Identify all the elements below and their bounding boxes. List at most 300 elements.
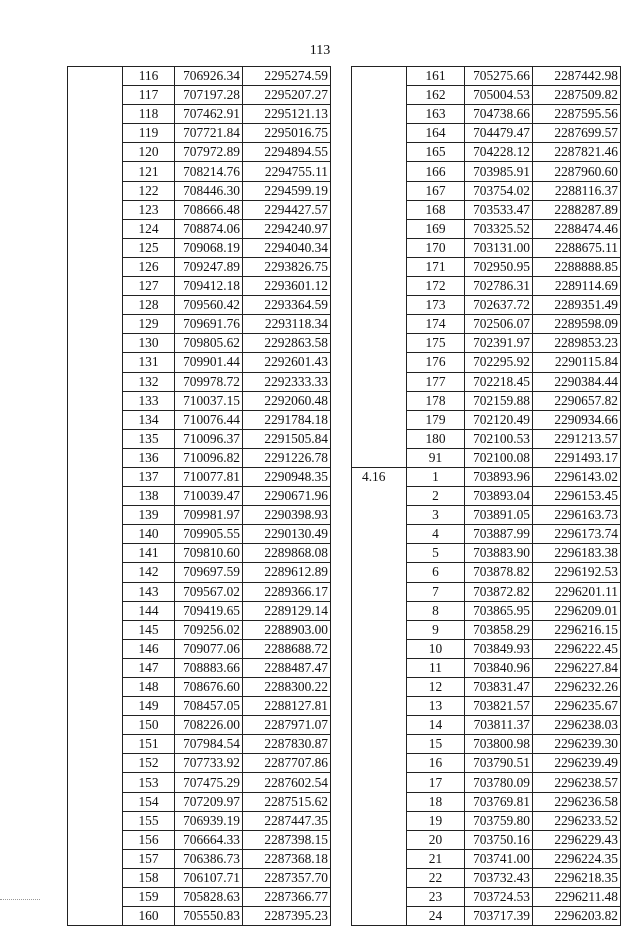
point-number-cell: 125 [123,238,175,257]
table-row [68,143,331,162]
table-row [68,372,331,391]
x-coordinate-cell: 709560.42 [175,296,243,315]
y-coordinate-cell: 2289366.17 [243,582,331,601]
section-label-cell [352,105,407,124]
x-coordinate-cell: 707972.89 [175,143,243,162]
x-coordinate-cell: 703780.09 [465,773,533,792]
point-number-cell: 10 [407,639,465,658]
y-coordinate-cell: 2295207.27 [243,86,331,105]
table-row [68,296,331,315]
section-label-cell [352,410,407,429]
point-number-cell: 145 [123,620,175,639]
y-coordinate-cell: 2288888.85 [533,257,621,276]
section-label-cell [352,124,407,143]
section-label-cell [68,544,123,563]
y-coordinate-cell: 2290671.96 [243,487,331,506]
point-number-cell: 172 [407,277,465,296]
section-label-cell [68,181,123,200]
y-coordinate-cell: 2287509.82 [533,86,621,105]
section-label-cell [68,620,123,639]
section-label-cell [68,467,123,486]
point-number-cell: 173 [407,296,465,315]
x-coordinate-cell: 703883.90 [465,544,533,563]
table-row [352,334,621,353]
section-label-cell [68,296,123,315]
point-number-cell: 119 [123,124,175,143]
table-row [352,620,621,639]
x-coordinate-cell: 703840.96 [465,658,533,677]
point-number-cell: 91 [407,448,465,467]
y-coordinate-cell: 2289114.69 [533,277,621,296]
y-coordinate-cell: 2295274.59 [243,67,331,86]
x-coordinate-cell: 703811.37 [465,716,533,735]
point-number-cell: 152 [123,754,175,773]
x-coordinate-cell: 703131.00 [465,238,533,257]
section-label-cell [352,868,407,887]
x-coordinate-cell: 705004.53 [465,86,533,105]
y-coordinate-cell: 2288487.47 [243,658,331,677]
x-coordinate-cell: 702100.53 [465,429,533,448]
table-row [352,868,621,887]
table-row [352,754,621,773]
section-label-cell [352,162,407,181]
point-number-cell: 8 [407,601,465,620]
x-coordinate-cell: 710037.15 [175,391,243,410]
section-label-cell [68,849,123,868]
point-number-cell: 156 [123,830,175,849]
table-row [352,124,621,143]
y-coordinate-cell: 2288903.00 [243,620,331,639]
table-row [68,162,331,181]
point-number-cell: 154 [123,792,175,811]
table-row [352,410,621,429]
x-coordinate-cell: 705550.83 [175,907,243,926]
x-coordinate-cell: 704479.47 [465,124,533,143]
point-number-cell: 151 [123,735,175,754]
y-coordinate-cell: 2296238.03 [533,716,621,735]
x-coordinate-cell: 703878.82 [465,563,533,582]
y-coordinate-cell: 2291505.84 [243,429,331,448]
point-number-cell: 155 [123,811,175,830]
point-number-cell: 121 [123,162,175,181]
table-row [68,697,331,716]
section-label-cell [352,563,407,582]
section-label-cell [352,238,407,257]
x-coordinate-cell: 709901.44 [175,353,243,372]
point-number-cell: 131 [123,353,175,372]
x-coordinate-cell: 703750.16 [465,830,533,849]
section-label-cell [352,391,407,410]
table-row [68,601,331,620]
x-coordinate-cell: 709697.59 [175,563,243,582]
x-coordinate-cell: 709691.76 [175,315,243,334]
x-coordinate-cell: 702637.72 [465,296,533,315]
x-coordinate-cell: 710096.37 [175,429,243,448]
section-label-cell [352,773,407,792]
y-coordinate-cell: 2287699.57 [533,124,621,143]
point-number-cell: 18 [407,792,465,811]
y-coordinate-cell: 2296218.35 [533,868,621,887]
x-coordinate-cell: 703887.99 [465,525,533,544]
y-coordinate-cell: 2288688.72 [243,639,331,658]
x-coordinate-cell: 706386.73 [175,849,243,868]
point-number-cell: 1 [407,467,465,486]
y-coordinate-cell: 2296201.11 [533,582,621,601]
x-coordinate-cell: 706107.71 [175,868,243,887]
table-row [352,830,621,849]
section-label-cell [68,639,123,658]
x-coordinate-cell: 710039.47 [175,487,243,506]
table-row [68,868,331,887]
section-label-cell [68,582,123,601]
table-row [68,353,331,372]
section-label-cell [68,334,123,353]
y-coordinate-cell: 2287515.62 [243,792,331,811]
y-coordinate-cell: 2294427.57 [243,200,331,219]
x-coordinate-cell: 709905.55 [175,525,243,544]
y-coordinate-cell: 2295016.75 [243,124,331,143]
y-coordinate-cell: 2289853.23 [533,334,621,353]
x-coordinate-cell: 710076.44 [175,410,243,429]
table-row [352,162,621,181]
section-label-cell [352,830,407,849]
table-row [352,487,621,506]
x-coordinate-cell: 703893.04 [465,487,533,506]
section-label-cell [352,582,407,601]
point-number-cell: 7 [407,582,465,601]
table-row [68,487,331,506]
table-row [352,639,621,658]
section-label-cell [352,525,407,544]
section-label-cell [352,907,407,926]
table-row [68,467,331,486]
section-label-cell [68,448,123,467]
table-row [352,467,621,486]
x-coordinate-cell: 709978.72 [175,372,243,391]
point-number-cell: 169 [407,219,465,238]
point-number-cell: 11 [407,658,465,677]
section-label-cell [68,678,123,697]
table-row [352,143,621,162]
table-row [68,86,331,105]
section-label-cell [352,811,407,830]
y-coordinate-cell: 2287366.77 [243,888,331,907]
section-label-cell [68,792,123,811]
section-label-cell [68,907,123,926]
table-row [68,429,331,448]
table-row [352,257,621,276]
y-coordinate-cell: 2287830.87 [243,735,331,754]
point-number-cell: 137 [123,467,175,486]
x-coordinate-cell: 702159.88 [465,391,533,410]
point-number-cell: 123 [123,200,175,219]
section-label-cell [352,296,407,315]
point-number-cell: 138 [123,487,175,506]
y-coordinate-cell: 2290657.82 [533,391,621,410]
y-coordinate-cell: 2293826.75 [243,257,331,276]
section-label-cell [352,716,407,735]
y-coordinate-cell: 2290115.84 [533,353,621,372]
table-row [352,792,621,811]
section-label-cell [352,678,407,697]
section-label-cell [68,200,123,219]
point-number-cell: 180 [407,429,465,448]
x-coordinate-cell: 703858.29 [465,620,533,639]
y-coordinate-cell: 2290398.93 [243,506,331,525]
y-coordinate-cell: 2296173.74 [533,525,621,544]
y-coordinate-cell: 2293601.12 [243,277,331,296]
point-number-cell: 149 [123,697,175,716]
table-row [352,448,621,467]
table-row [352,429,621,448]
section-label-cell [352,219,407,238]
y-coordinate-cell: 2294755.11 [243,162,331,181]
y-coordinate-cell: 2295121.13 [243,105,331,124]
y-coordinate-cell: 2289612.89 [243,563,331,582]
section-label-cell [68,487,123,506]
table-row [68,811,331,830]
y-coordinate-cell: 2292863.58 [243,334,331,353]
point-number-cell: 5 [407,544,465,563]
section-label-cell [68,773,123,792]
y-coordinate-cell: 2294894.55 [243,143,331,162]
x-coordinate-cell: 708457.05 [175,697,243,716]
y-coordinate-cell: 2288287.89 [533,200,621,219]
section-label-cell [352,257,407,276]
table-row [68,716,331,735]
x-coordinate-cell: 708214.76 [175,162,243,181]
x-coordinate-cell: 709810.60 [175,544,243,563]
table-row [352,238,621,257]
y-coordinate-cell: 2287368.18 [243,849,331,868]
y-coordinate-cell: 2287447.35 [243,811,331,830]
x-coordinate-cell: 708874.06 [175,219,243,238]
section-label-cell [352,888,407,907]
x-coordinate-cell: 702506.07 [465,315,533,334]
y-coordinate-cell: 2296143.02 [533,467,621,486]
section-label-cell [68,105,123,124]
table-row [352,544,621,563]
point-number-cell: 162 [407,86,465,105]
table-row [68,639,331,658]
point-number-cell: 148 [123,678,175,697]
table-row [68,238,331,257]
table-row [352,773,621,792]
x-coordinate-cell: 702218.45 [465,372,533,391]
section-label-cell [68,315,123,334]
point-number-cell: 128 [123,296,175,315]
section-label-cell [352,67,407,86]
table-row [68,792,331,811]
y-coordinate-cell: 2291493.17 [533,448,621,467]
table-row [68,888,331,907]
table-row [68,849,331,868]
y-coordinate-cell: 2291226.78 [243,448,331,467]
y-coordinate-cell: 2296224.35 [533,849,621,868]
point-number-cell: 135 [123,429,175,448]
point-number-cell: 160 [123,907,175,926]
y-coordinate-cell: 2296222.45 [533,639,621,658]
y-coordinate-cell: 2296232.26 [533,678,621,697]
section-label-cell [68,410,123,429]
point-number-cell: 124 [123,219,175,238]
point-number-cell: 178 [407,391,465,410]
table-row [68,200,331,219]
table-row [68,181,331,200]
y-coordinate-cell: 2294240.97 [243,219,331,238]
table-row [68,391,331,410]
point-number-cell: 19 [407,811,465,830]
section-label-cell [68,754,123,773]
point-number-cell: 3 [407,506,465,525]
point-number-cell: 16 [407,754,465,773]
y-coordinate-cell: 2296163.73 [533,506,621,525]
y-coordinate-cell: 2296203.82 [533,907,621,926]
x-coordinate-cell: 707197.28 [175,86,243,105]
y-coordinate-cell: 2287707.86 [243,754,331,773]
section-label-cell [68,353,123,372]
point-number-cell: 130 [123,334,175,353]
point-number-cell: 163 [407,105,465,124]
x-coordinate-cell: 708446.30 [175,181,243,200]
section-label-cell [68,429,123,448]
table-row [68,754,331,773]
point-number-cell: 161 [407,67,465,86]
x-coordinate-cell: 707462.91 [175,105,243,124]
point-number-cell: 133 [123,391,175,410]
section-label-cell: 4.16 [352,467,407,486]
x-coordinate-cell: 707984.54 [175,735,243,754]
section-label-cell [68,143,123,162]
x-coordinate-cell: 704738.66 [465,105,533,124]
table-row [68,658,331,677]
x-coordinate-cell: 703985.91 [465,162,533,181]
x-coordinate-cell: 710096.82 [175,448,243,467]
page-number: 113 [309,43,331,58]
section-label-cell [68,716,123,735]
x-coordinate-cell: 703893.96 [465,467,533,486]
table-row [352,888,621,907]
point-number-cell: 179 [407,410,465,429]
section-label-cell [352,792,407,811]
table-row [68,620,331,639]
x-coordinate-cell: 708883.66 [175,658,243,677]
x-coordinate-cell: 703800.98 [465,735,533,754]
section-label-cell [68,86,123,105]
section-label-cell [352,86,407,105]
x-coordinate-cell: 705828.63 [175,888,243,907]
section-label-cell [352,506,407,525]
section-label-cell [352,277,407,296]
x-coordinate-cell: 707721.84 [175,124,243,143]
table-row [68,257,331,276]
section-label-cell [352,181,407,200]
y-coordinate-cell: 2296209.01 [533,601,621,620]
table-row [352,697,621,716]
y-coordinate-cell: 2293118.34 [243,315,331,334]
y-coordinate-cell: 2296235.67 [533,697,621,716]
section-label-cell [352,487,407,506]
x-coordinate-cell: 709805.62 [175,334,243,353]
y-coordinate-cell: 2290130.49 [243,525,331,544]
x-coordinate-cell: 702120.49 [465,410,533,429]
y-coordinate-cell: 2288116.37 [533,181,621,200]
point-number-cell: 6 [407,563,465,582]
x-coordinate-cell: 702950.95 [465,257,533,276]
y-coordinate-cell: 2287960.60 [533,162,621,181]
point-number-cell: 170 [407,238,465,257]
point-number-cell: 118 [123,105,175,124]
section-label-cell [68,162,123,181]
table-row [352,658,621,677]
y-coordinate-cell: 2287821.46 [533,143,621,162]
y-coordinate-cell: 2287595.56 [533,105,621,124]
point-number-cell: 134 [123,410,175,429]
table-row [352,86,621,105]
y-coordinate-cell: 2289129.14 [243,601,331,620]
section-label-cell [352,353,407,372]
y-coordinate-cell: 2289351.49 [533,296,621,315]
point-number-cell: 23 [407,888,465,907]
section-label-cell [68,830,123,849]
point-number-cell: 150 [123,716,175,735]
section-label-cell [68,563,123,582]
section-label-cell [352,849,407,868]
point-number-cell: 158 [123,868,175,887]
table-row [68,773,331,792]
table-row [68,525,331,544]
section-label-cell [68,238,123,257]
y-coordinate-cell: 2292601.43 [243,353,331,372]
section-label-cell [352,143,407,162]
x-coordinate-cell: 706939.19 [175,811,243,830]
table-row [68,678,331,697]
point-number-cell: 143 [123,582,175,601]
point-number-cell: 176 [407,353,465,372]
section-label-cell [68,888,123,907]
point-number-cell: 22 [407,868,465,887]
table-row [352,200,621,219]
y-coordinate-cell: 2291784.18 [243,410,331,429]
y-coordinate-cell: 2296229.43 [533,830,621,849]
x-coordinate-cell: 708226.00 [175,716,243,735]
point-number-cell: 132 [123,372,175,391]
table-row [352,105,621,124]
x-coordinate-cell: 703759.80 [465,811,533,830]
table-row [68,506,331,525]
section-label-cell [352,601,407,620]
table-row [68,67,331,86]
table-row [68,105,331,124]
x-coordinate-cell: 703325.52 [465,219,533,238]
table-row [68,410,331,429]
section-label-cell [352,315,407,334]
coordinates-table-right [351,66,621,926]
x-coordinate-cell: 702786.31 [465,277,533,296]
table-row [68,277,331,296]
section-label-cell [68,219,123,238]
point-number-cell: 14 [407,716,465,735]
point-number-cell: 171 [407,257,465,276]
point-number-cell: 116 [123,67,175,86]
section-label-cell [68,391,123,410]
table-row [352,907,621,926]
x-coordinate-cell: 703849.93 [465,639,533,658]
y-coordinate-cell: 2296216.15 [533,620,621,639]
table-row [68,448,331,467]
x-coordinate-cell: 709256.02 [175,620,243,639]
table-row [68,582,331,601]
